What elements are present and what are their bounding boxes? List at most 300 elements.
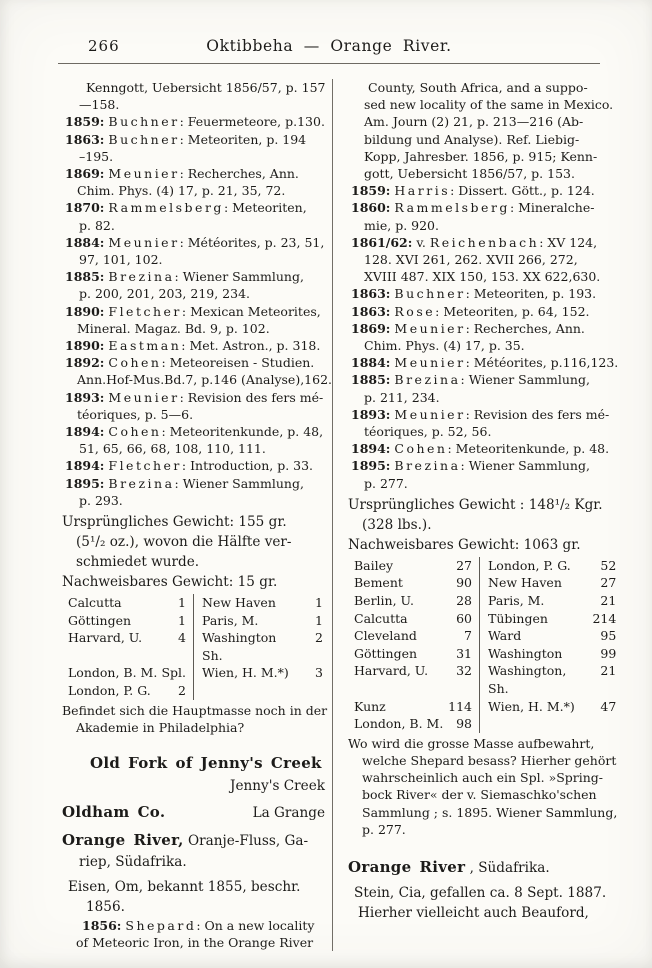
bib-line: [62, 371, 332, 388]
bib-line: [62, 199, 325, 216]
bib-line: [62, 217, 325, 234]
text-run: Jenny's Creek: [230, 777, 325, 794]
table-row: [62, 612, 325, 630]
year-label: 1869:: [65, 166, 105, 182]
text-run: Hierher vielleicht auch Beauford,: [358, 904, 589, 921]
year-label: 1863:: [65, 131, 105, 147]
para-block: [348, 495, 618, 555]
text-run: : Meteoreisen - Studien.: [161, 355, 315, 371]
bib-line: [62, 113, 325, 130]
bib-line: [62, 131, 325, 148]
text-run: –195.: [79, 148, 114, 164]
table-cell-label: Tübingen: [479, 610, 586, 628]
para-line: [348, 883, 618, 903]
table-cell-value: 21: [600, 663, 617, 679]
author-name: Shepard: [125, 917, 197, 933]
column-right: [333, 79, 618, 951]
bib-block: [62, 917, 325, 951]
text-run: téoriques, p. 5—6.: [77, 406, 194, 422]
bib-line: [62, 423, 325, 440]
table-cell-value: [293, 682, 325, 700]
bib-line: [348, 165, 618, 182]
table-cell-value: 3: [315, 665, 323, 681]
table-cell-value: 47: [600, 698, 617, 714]
table-row: [62, 629, 325, 664]
text-run: Nachweisbares Gewicht: 1063 gr.: [348, 536, 581, 553]
para-line: [348, 495, 618, 515]
bib-line: [348, 406, 618, 423]
year-label: 1860:: [351, 200, 391, 216]
year-label: 1893:: [351, 406, 391, 422]
entry-name: Old Fork of Jenny's Creek: [90, 754, 322, 773]
note-line: [348, 786, 618, 803]
bib-line: [62, 285, 325, 302]
bib-line: [348, 303, 618, 320]
bib-line: [348, 96, 618, 113]
table-cell-label: Ward: [479, 627, 586, 645]
text-run: : On a new locality: [196, 917, 315, 933]
text-run: , Südafrika.: [465, 860, 550, 877]
text-run: welche Shepard besass? Hierher gehört: [362, 753, 617, 769]
year-label: 1892:: [65, 355, 105, 371]
author-name: Cohen: [108, 355, 162, 371]
author-name: Meunier: [394, 320, 466, 336]
bib-line: [62, 303, 325, 320]
table-row: [62, 594, 325, 612]
bib-line: [62, 79, 325, 96]
table-cell-value: 27: [600, 575, 617, 591]
bib-block: [62, 79, 332, 509]
text-run: Befindet sich die Hauptmasse noch in der: [62, 702, 328, 718]
text-run: : Mexican Meteorites,: [181, 303, 321, 319]
table-cell-value: 1: [315, 595, 323, 611]
text-run: (328 lbs.).: [362, 516, 432, 533]
text-run: : Dissert. Gött., p. 124.: [450, 183, 595, 199]
entry-line: [62, 830, 325, 853]
year-label: 1893:: [65, 389, 105, 405]
para-line: [348, 903, 618, 923]
text-run: Ann.Hof-Mus.Bd.7, p.146 (Analyse),162.: [77, 372, 332, 388]
note-line: [62, 719, 325, 736]
table-cell-value: 7: [464, 628, 472, 644]
author-name: Buchner: [108, 131, 180, 147]
text-run: La Grange: [252, 805, 325, 822]
para-block: [62, 512, 325, 592]
table-cell-label: Paris, M.: [193, 612, 293, 630]
table-cell-value: 99: [600, 645, 617, 661]
text-run: : Meteoriten,: [223, 200, 307, 216]
spread-left: [62, 802, 165, 825]
text-run: : Meteoritenkunde, p. 48.: [447, 441, 610, 457]
bib-line: [62, 389, 325, 406]
text-run: : Météorites, p. 23, 51,: [179, 234, 325, 250]
text-run: Ursprüngliches Gewicht: 155 gr.: [62, 514, 287, 531]
table-cell-label: Washington, Sh.: [479, 662, 586, 697]
author-name: Rose: [394, 303, 436, 319]
note-block: [62, 702, 328, 736]
text-run: : XV 124,: [539, 234, 598, 250]
year-label: 1861/62:: [351, 234, 413, 250]
text-run: : Wiener Sammlung,: [174, 475, 304, 491]
bib-line: [62, 475, 325, 492]
text-run: Wo wird die grosse Masse aufbewahrt,: [348, 735, 595, 751]
year-label: 1895:: [65, 475, 105, 491]
table-cell-label: Harvard, U.: [354, 663, 429, 679]
author-name: Meunier: [108, 166, 180, 182]
para-line: [62, 897, 325, 917]
para-line: [348, 515, 618, 535]
table-cell-label: New Haven: [193, 594, 293, 612]
text-run: : Meteoritenkunde, p. 48,: [161, 424, 324, 440]
year-label: 1894:: [351, 441, 391, 457]
column-left: [62, 79, 333, 951]
table-cell-label: Harvard, U.: [68, 630, 143, 646]
text-run: 128. XVI 261, 262. XVII 266, 272,: [364, 252, 578, 268]
text-run: Eisen, Om, bekannt 1855, beschr.: [68, 878, 301, 895]
table-cell-label: Bement: [354, 575, 403, 591]
note-line: [348, 769, 618, 786]
entry-name: Oldham Co.: [62, 803, 166, 822]
table-cell-value: 90: [456, 575, 472, 591]
text-run: 97, 101, 102.: [79, 252, 163, 268]
year-label: 1859:: [351, 183, 391, 199]
bib-block: [348, 79, 618, 492]
table-cell-value: 27: [456, 557, 472, 573]
text-run: : Meteoriten, p. 194: [179, 131, 307, 147]
year-label: 1863:: [351, 303, 391, 319]
year-label: 1870:: [65, 200, 105, 216]
author-name: Rammelsberg: [394, 200, 510, 216]
table-cell-label: Calcutta: [354, 610, 408, 626]
text-run: Stein, Cia, gefallen ca. 8 Sept. 1887.: [354, 884, 607, 901]
author-name: Meunier: [394, 406, 466, 422]
author-name: Harris: [394, 183, 451, 199]
table-cell-value: 2: [178, 683, 186, 699]
text-run: Am. Journ (2) 21, p. 213—216 (Ab-: [364, 114, 584, 130]
text-run: téoriques, p. 52, 56.: [364, 424, 492, 440]
author-name: Rammelsberg: [108, 200, 224, 216]
text-run: of Meteoric Iron, in the Orange River: [76, 934, 314, 950]
text-run: p. 211, 234.: [364, 389, 440, 405]
table-row: [348, 574, 618, 592]
text-run: p. 82.: [79, 217, 115, 233]
text-run: schmiedet wurde.: [76, 554, 200, 571]
bib-line: [62, 440, 325, 457]
entry-block: [62, 802, 325, 825]
entry-block: [62, 830, 325, 874]
bib-line: [348, 320, 618, 337]
text-run: : Revision des fers mé-: [465, 406, 610, 422]
table-cell-value: 32: [456, 663, 472, 679]
text-run: 51, 65, 66, 68, 108, 110, 111.: [79, 441, 266, 457]
spacer: [62, 736, 325, 748]
year-label: 1890:: [65, 338, 105, 354]
entry-line: [62, 802, 325, 825]
text-run: Ursprüngliches Gewicht : 148¹/₂ Kgr.: [348, 496, 603, 513]
bib-line: [348, 217, 618, 234]
entry-name: Orange River,: [62, 830, 184, 849]
author-name: Brezina: [108, 269, 175, 285]
entry-line: [62, 852, 325, 874]
bib-line: [348, 389, 618, 406]
table-cell-label: Kunz: [354, 698, 386, 714]
table-cell-label: [479, 715, 586, 733]
table-cell-value: 95: [600, 628, 617, 644]
text-run: p. 277.: [362, 821, 406, 837]
text-run: County, South Africa, and a suppo-: [368, 80, 588, 95]
text-run: (5¹/₂ oz.), wovon die Hälfte ver-: [76, 534, 292, 551]
bib-line: [62, 268, 325, 285]
bib-line: [348, 234, 618, 251]
table-row: [348, 662, 618, 697]
table-row: [62, 664, 325, 682]
text-run: Sammlung ; s. 1895. Wiener Sammlung,: [362, 804, 618, 820]
bib-line: [62, 234, 325, 251]
table-cell-label: [193, 682, 293, 700]
table-row: [348, 715, 618, 733]
table-cell-value: 2: [315, 630, 323, 646]
table-cell-value: 4: [178, 630, 186, 646]
entry-line: [348, 857, 618, 880]
author-name: Eastman: [108, 338, 182, 354]
bib-line: [62, 165, 325, 182]
bib-line: [348, 251, 618, 268]
author-name: Meunier: [108, 389, 180, 405]
table-cell-label: Washington: [479, 645, 586, 663]
bib-line: [62, 492, 325, 509]
year-label: 1884:: [351, 355, 391, 371]
year-label: 1859:: [65, 114, 105, 130]
bib-line: [348, 285, 618, 302]
note-line: [348, 821, 618, 838]
text-run: : Meteoriten, p. 64, 152.: [435, 303, 590, 319]
author-name: Fletcher: [108, 458, 182, 474]
author-name: Brezina: [108, 475, 175, 491]
text-run: : Introduction, p. 33.: [181, 458, 314, 474]
text-run: 1856.: [86, 898, 125, 915]
text-run: : Wiener Sammlung,: [174, 269, 304, 285]
text-run: Chim. Phys. (4) 17, p. 35.: [364, 338, 525, 354]
text-run: gott, Uebersicht 1856/57, p. 153.: [364, 166, 575, 182]
para-line: [62, 572, 325, 592]
year-label: 1885:: [351, 372, 391, 388]
two-column-body: [62, 64, 619, 951]
bib-line: [62, 337, 325, 354]
author-name: Meunier: [108, 234, 180, 250]
table-row: [348, 645, 618, 663]
bib-line: [348, 79, 618, 96]
table-cell-label: New Haven: [479, 574, 586, 592]
table-cell-label: Paris, M.: [479, 592, 586, 610]
table-row: [62, 682, 325, 700]
text-run: riep, Südafrika.: [79, 854, 187, 871]
table-cell-label: London, B. M.: [354, 716, 444, 732]
text-run: : Wiener Sammlung,: [460, 372, 590, 388]
bib-line: [62, 182, 325, 199]
bib-line: [348, 440, 618, 457]
table-cell-label: London, B. M.: [68, 665, 158, 681]
author-name: Fletcher: [108, 303, 182, 319]
author-name: Brezina: [394, 372, 461, 388]
text-run: p. 200, 201, 203, 219, 234.: [79, 286, 251, 302]
text-run: v.: [412, 234, 430, 250]
entry-name: Orange River: [348, 858, 466, 877]
note-line: [348, 735, 618, 752]
table-cell-label: Wien, H. M.*): [479, 698, 586, 716]
table-cell-label: Calcutta: [68, 595, 122, 611]
table-cell-value: 114: [448, 698, 472, 714]
author-name: Meunier: [394, 355, 466, 371]
table-cell-value: 1: [178, 595, 186, 611]
text-run: p. 293.: [79, 492, 123, 508]
para-block: [62, 877, 325, 917]
note-line: [348, 752, 618, 769]
text-run: : Recherches, Ann.: [179, 166, 299, 182]
table-row: [348, 627, 618, 645]
year-label: 1895:: [351, 458, 391, 474]
para-line: [62, 552, 325, 572]
year-label: 1856:: [82, 917, 122, 933]
year-label: 1890:: [65, 303, 105, 319]
text-run: : Met. Astron., p. 318.: [181, 338, 321, 354]
entry-block: [62, 753, 325, 797]
year-label: 1894:: [65, 458, 105, 474]
year-label: 1894:: [65, 424, 105, 440]
bib-line: [348, 475, 618, 492]
text-run: Chim. Phys. (4) 17, p. 21, 35, 72.: [77, 183, 286, 199]
text-run: bildung und Analyse). Ref. Liebig-: [364, 131, 580, 147]
table-cell-label: London, P. G.: [68, 683, 151, 699]
text-run: —158.: [79, 97, 120, 113]
text-run: Akademie in Philadelphia?: [76, 719, 245, 735]
bib-line: [348, 354, 618, 371]
text-run: : Wiener Sammlung,: [460, 458, 590, 474]
text-run: : Meteoriten, p. 193.: [465, 286, 597, 302]
bib-line: [62, 354, 325, 371]
table-cell-value: 98: [456, 716, 472, 732]
bib-line: [62, 457, 325, 474]
table-cell-value: 214: [592, 610, 617, 626]
text-run: Oranje-Fluss, Ga-: [183, 832, 309, 849]
table-cell-value: 21: [600, 593, 617, 609]
running-title: Oktibbeha — Orange River.: [206, 37, 452, 55]
note-block: [348, 735, 618, 838]
page-header: [58, 0, 600, 64]
bib-line: [348, 371, 618, 388]
page-number: 266: [88, 37, 120, 55]
text-run: : Feuermeteore, p.130.: [179, 114, 325, 130]
table-cell-label: Cleveland: [354, 628, 417, 644]
bib-line: [348, 337, 618, 354]
table-row: [348, 610, 618, 628]
text-run: : Mineralche-: [509, 200, 595, 216]
entry-block: [348, 857, 618, 880]
table-cell-label: Washington Sh.: [193, 629, 293, 664]
text-run: mie, p. 920.: [364, 217, 439, 233]
bib-line: [62, 917, 325, 934]
bib-line: [62, 934, 325, 951]
bib-line: [62, 251, 325, 268]
table-cell-label: Bailey: [354, 557, 394, 573]
bib-line: [348, 457, 618, 474]
spread-right: [253, 803, 325, 825]
bib-line: [348, 199, 618, 216]
text-run: Nachweisbares Gewicht: 15 gr.: [62, 574, 278, 591]
bib-line: [348, 268, 618, 285]
bib-line: [62, 320, 325, 337]
entry-line: [62, 776, 325, 798]
year-label: 1885:: [65, 269, 105, 285]
table-cell-label: Berlin, U.: [354, 593, 414, 609]
table-cell-label: Göttingen: [354, 645, 418, 661]
text-run: : Revision des fers mé-: [179, 389, 324, 405]
table-row: [348, 557, 618, 575]
text-run: XVIII 487. XIX 150, 153. XX 622,630.: [364, 269, 601, 285]
text-run: Kopp, Jahresber. 1856, p. 915; Kenn-: [364, 148, 598, 164]
inventory-table: [348, 557, 618, 733]
bib-line: [348, 113, 618, 130]
table-cell-label: Göttingen: [68, 612, 132, 628]
text-run: wahrscheinlich auch ein Spl. »Spring-: [362, 770, 604, 786]
para-line: [62, 877, 325, 897]
author-name: Cohen: [108, 424, 162, 440]
author-name: Buchner: [394, 286, 466, 302]
spacer: [348, 838, 618, 852]
text-run: Kenngott, Uebersicht 1856/57, p. 157: [86, 80, 326, 95]
text-run: p. 277.: [364, 475, 408, 491]
table-cell-value: 60: [456, 610, 472, 626]
table-cell-label: Wien, H. M.*): [193, 664, 293, 682]
year-label: 1884:: [65, 234, 105, 250]
bib-line: [62, 406, 325, 423]
bib-line: [348, 423, 618, 440]
text-run: sed new locality of the same in Mexico.: [364, 97, 614, 113]
year-label: 1863:: [351, 286, 391, 302]
bib-line: [348, 148, 618, 165]
note-line: [348, 804, 618, 821]
author-name: Cohen: [394, 441, 448, 457]
table-cell-value: 1: [315, 612, 323, 628]
bib-line: [348, 182, 618, 199]
para-line: [62, 512, 325, 532]
para-line: [62, 532, 325, 552]
table-row: [348, 698, 618, 716]
text-run: : Météorites, p.116,123.: [465, 355, 619, 371]
table-cell-value: 31: [456, 645, 472, 661]
author-name: Reichenbach: [429, 234, 540, 250]
para-line: [348, 535, 618, 555]
table-cell-value: 1: [178, 612, 186, 628]
table-cell-value: Spl.: [161, 665, 186, 681]
bib-line: [62, 148, 325, 165]
note-line: [62, 702, 328, 719]
text-run: bock River« der v. Siemaschko'schen: [362, 787, 597, 803]
bib-line: [348, 131, 618, 148]
text-run: : Recherches, Ann.: [465, 320, 585, 336]
table-cell-label: London, P. G.: [479, 557, 586, 575]
author-name: Buchner: [108, 114, 180, 130]
table-row: [348, 592, 618, 610]
author-name: Brezina: [394, 458, 461, 474]
table-cell-value: 28: [456, 593, 472, 609]
inventory-table: [62, 594, 325, 700]
para-block: [348, 883, 618, 923]
text-run: Mineral. Magaz. Bd. 9, p. 102.: [77, 320, 270, 336]
table-cell-value: [586, 715, 618, 733]
entry-line: [62, 753, 325, 776]
bib-line: [62, 96, 325, 113]
table-cell-value: 52: [600, 557, 617, 573]
